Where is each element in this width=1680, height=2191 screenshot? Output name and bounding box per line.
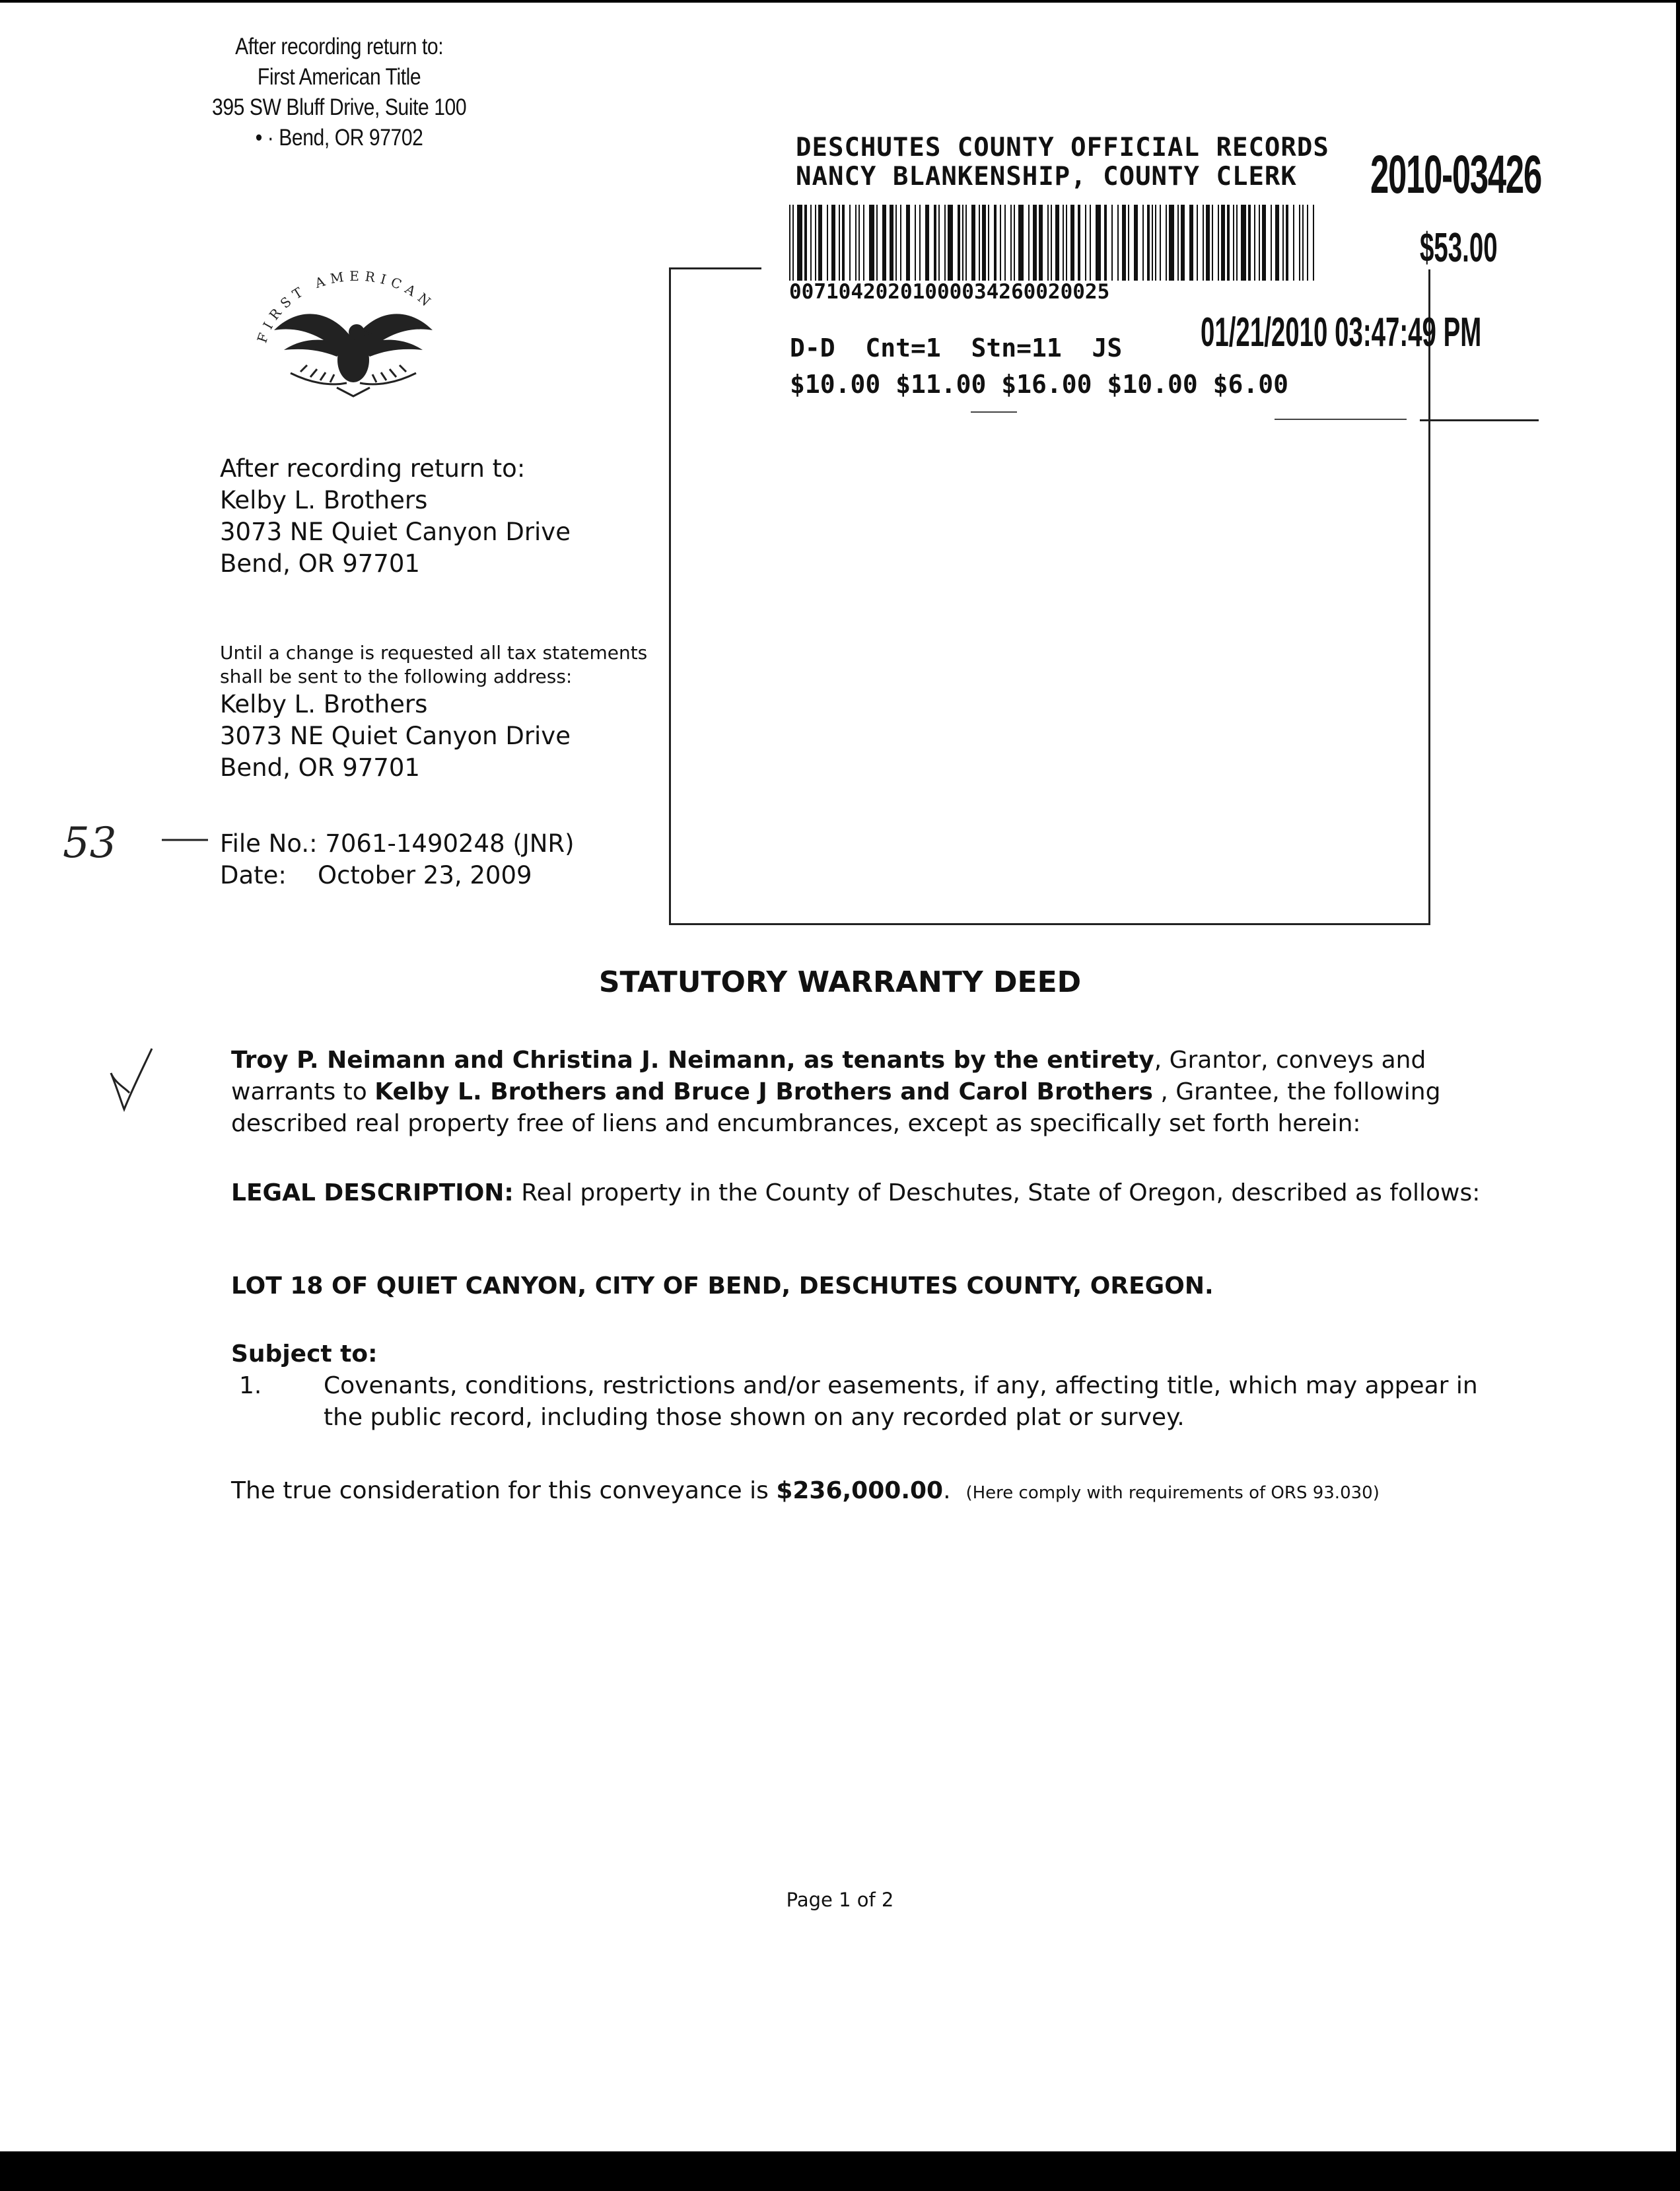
legal-description-paragraph bbox=[231, 1177, 1486, 1209]
recording-counts: D-D Cnt=1 Stn=11 JS bbox=[790, 333, 1123, 363]
title-company-return-stamp bbox=[192, 32, 487, 153]
return-to-heading: After recording return to: bbox=[220, 454, 526, 483]
stamp-dash bbox=[971, 411, 1017, 413]
consideration-note: (Here comply with requirements of ORS 93.030) bbox=[965, 1483, 1380, 1503]
scan-top-edge bbox=[0, 0, 1680, 3]
lot-description: LOT 18 OF QUIET CANYON, CITY OF BEND, DESCHUTES COUNTY, OREGON. bbox=[231, 1272, 1214, 1300]
grantor-names: Troy P. Neimann and Christina J. Neimann, as tenants by the entirety bbox=[231, 1047, 1154, 1074]
subject-to-item-number: 1. bbox=[239, 1372, 262, 1399]
subject-to-section bbox=[231, 1339, 1486, 1434]
consideration-text: The true consideration for this conveyance is bbox=[231, 1477, 777, 1504]
subject-to-item-text: Covenants, conditions, restrictions and/or easements, if any, affecting title, which may appear in the public record, including those shown on any recorded plat or survey. bbox=[324, 1372, 1478, 1431]
page-number: Page 1 of 2 bbox=[786, 1889, 894, 1911]
recording-box-top-right-line bbox=[1420, 419, 1539, 421]
stamp-line-2: First American Title bbox=[257, 64, 421, 90]
legal-description-text: Real property in the County of Deschutes, State of Oregon, described as follows: bbox=[513, 1179, 1481, 1206]
legal-description-label: LEGAL DESCRIPTION: bbox=[231, 1179, 514, 1206]
file-number-value: 7061-1490248 (JNR) bbox=[325, 829, 575, 858]
conveyance-text-b: , Grantee, the following described real property free of liens and encumbrances, except as specifically set forth herein: bbox=[231, 1078, 1441, 1137]
tax-note-line-1: Until a change is requested all tax statements bbox=[220, 642, 648, 664]
tax-note-line-2: shall be sent to the following address: bbox=[220, 666, 573, 687]
file-number-line bbox=[220, 828, 575, 860]
county-recording-header bbox=[796, 133, 1329, 191]
tax-statement-block bbox=[220, 641, 647, 784]
conveyance-text-a: , Grantor, conveys and warrants to bbox=[231, 1047, 1426, 1105]
stamp-line-4: • · Bend, OR 97702 bbox=[255, 125, 423, 151]
handwritten-check-mark bbox=[106, 1043, 165, 1116]
barcode-number: 00710420201000034260020025 bbox=[789, 280, 1110, 304]
recording-datetime: 01/21/2010 03:47:49 PM bbox=[1201, 310, 1482, 355]
stamp-line-3: 395 SW Bluff Drive, Suite 100 bbox=[212, 94, 467, 120]
document-number: 2010-03426 bbox=[1370, 145, 1542, 205]
handwritten-53-text: 53 bbox=[63, 819, 117, 865]
stamp-dash bbox=[1275, 419, 1407, 420]
county-office: DESCHUTES COUNTY OFFICIAL RECORDS bbox=[796, 133, 1329, 162]
return-to-city: Bend, OR 97701 bbox=[220, 549, 420, 578]
recording-area-box bbox=[669, 269, 1430, 925]
recording-box-top-left-line bbox=[669, 267, 761, 269]
grantee-names: Kelby L. Brothers and Bruce J Brothers and Carol Brothers bbox=[374, 1078, 1153, 1105]
file-number-label: File No.: bbox=[220, 829, 318, 858]
file-date-value: October 23, 2009 bbox=[317, 861, 532, 889]
tax-street: 3073 NE Quiet Canyon Drive bbox=[220, 722, 571, 750]
total-recording-fee: $53.00 bbox=[1420, 225, 1498, 271]
file-date-line bbox=[220, 860, 575, 891]
conveyance-paragraph bbox=[231, 1045, 1486, 1140]
deed-title: STATUTORY WARRANTY DEED bbox=[598, 965, 1082, 999]
tax-city: Bend, OR 97701 bbox=[220, 753, 420, 782]
subject-to-label: Subject to: bbox=[231, 1340, 378, 1368]
first-american-logo bbox=[238, 261, 469, 413]
county-clerk: NANCY BLANKENSHIP, COUNTY CLERK bbox=[796, 162, 1297, 191]
consideration-line: The true consideration for this conveyance is $236,000.00. (Here comply with requirements of ORS 93.030) bbox=[231, 1477, 1380, 1504]
recording-barcode bbox=[789, 205, 1314, 281]
return-to-street: 3073 NE Quiet Canyon Drive bbox=[220, 518, 571, 546]
consideration-amount: $236,000.00 bbox=[776, 1477, 944, 1504]
subject-to-item bbox=[231, 1370, 1486, 1434]
eagle-icon bbox=[238, 261, 469, 413]
logo-text: FIRST AMERICAN bbox=[254, 267, 438, 345]
stamp-line-1: After recording return to: bbox=[235, 34, 444, 59]
handwritten-53 bbox=[63, 819, 215, 865]
scan-bottom-edge bbox=[0, 2151, 1680, 2191]
recording-fee-breakdown: $10.00 $11.00 $16.00 $10.00 $6.00 bbox=[790, 370, 1288, 399]
return-to-block bbox=[220, 453, 571, 580]
tax-name: Kelby L. Brothers bbox=[220, 690, 428, 718]
file-date-label: Date: bbox=[220, 861, 287, 889]
return-to-name: Kelby L. Brothers bbox=[220, 486, 428, 514]
scan-right-edge bbox=[1676, 0, 1680, 2191]
file-info-block bbox=[220, 828, 575, 891]
